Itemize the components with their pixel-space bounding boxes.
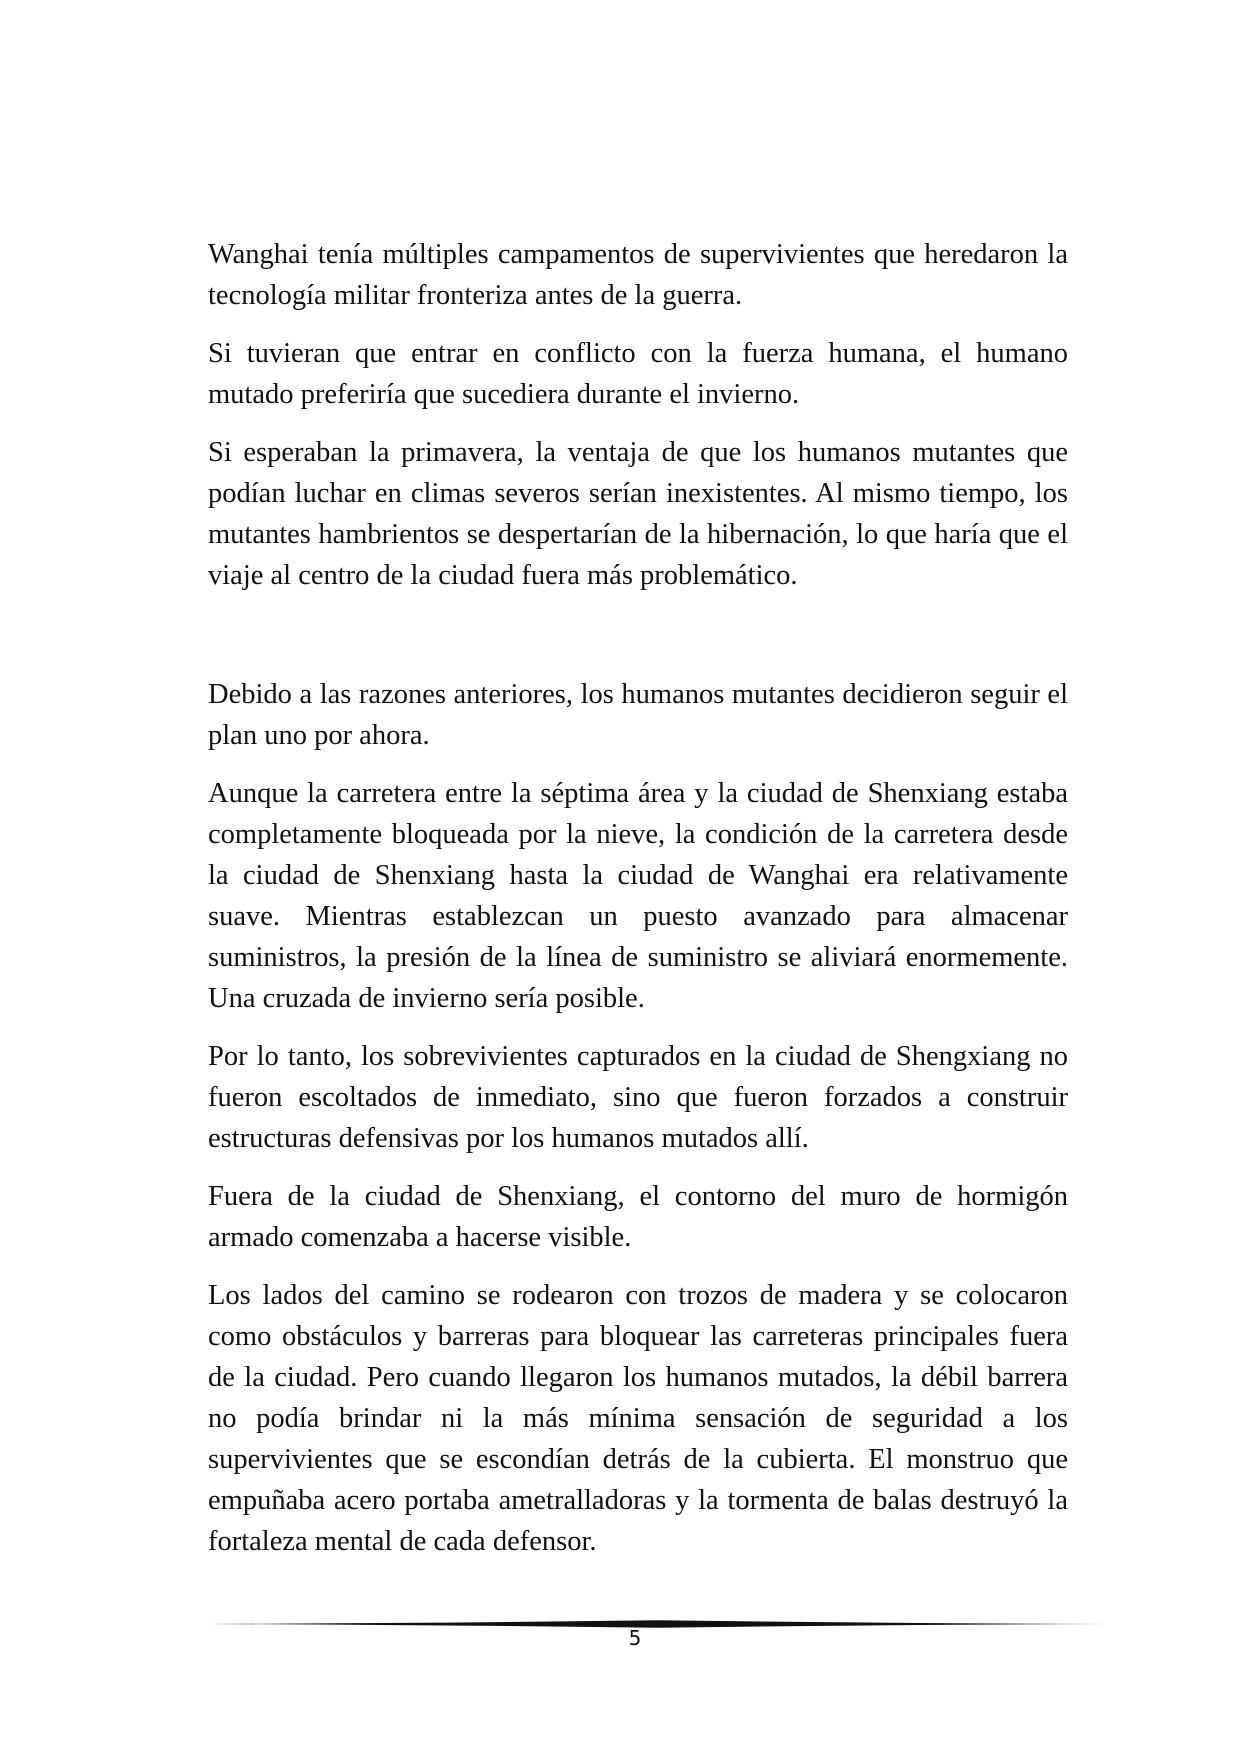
paragraph: Wanghai tenía múltiples campamentos de supervivientes que heredaron la tecnología militar fronteriza antes de la guerra. bbox=[208, 239, 1068, 311]
paragraph: Los lados del camino se rodearon con trozos de madera y se colocaron como obstáculos y barreras para bloquear las carreteras principales fuera de la ciudad. Pero cuando llegaron los humanos mutados, la débil barrera no podía brindar ni la más mínima sensación de seguridad a los supervivientes que se escondían detrás de la cubierta. El monstruo que empuñaba acero portaba ametralladoras y la tormenta de balas destruyó la fortaleza mental de cada defensor. bbox=[208, 1280, 1068, 1557]
paragraph: Por lo tanto, los sobrevivientes capturados en la ciudad de Shengxiang no fueron escoltados de inmediato, sino que fueron forzados a construir estructuras defensivas por los humanos mutados allí. bbox=[208, 1041, 1068, 1154]
text-section-1 bbox=[208, 234, 1068, 613]
text-section-2 bbox=[208, 674, 1068, 1579]
paragraph: Si tuvieran que entrar en conflicto con la fuerza humana, el humano mutado preferiría que sucediera durante el invierno. bbox=[208, 338, 1068, 410]
paragraph: Fuera de la ciudad de Shenxiang, el contorno del muro de hormigón armado comenzaba a hacerse visible. bbox=[208, 1181, 1068, 1253]
paragraph: Debido a las razones anteriores, los humanos mutantes decidieron seguir el plan uno por ahora. bbox=[208, 679, 1068, 751]
paragraph: Aunque la carretera entre la séptima área y la ciudad de Shenxiang estaba completamente bloqueada por la nieve, la condición de la carretera desde la ciudad de Shenxiang hasta la ciudad de Wanghai era relativamente suave. Mientras establezcan un puesto avanzado para almacenar suministros, la presión de la línea de suministro se aliviará enormemente. Una cruzada de invierno sería posible. bbox=[208, 778, 1068, 1014]
page-number: 5 bbox=[628, 1626, 642, 1650]
paragraph: Si esperaban la primavera, la ventaja de que los humanos mutantes que podían luchar en climas severos serían inexistentes. Al mismo tiempo, los mutantes hambrientos se despertarían de la hibernación, lo que haría que el viaje al centro de la ciudad fuera más problemático. bbox=[208, 437, 1068, 591]
